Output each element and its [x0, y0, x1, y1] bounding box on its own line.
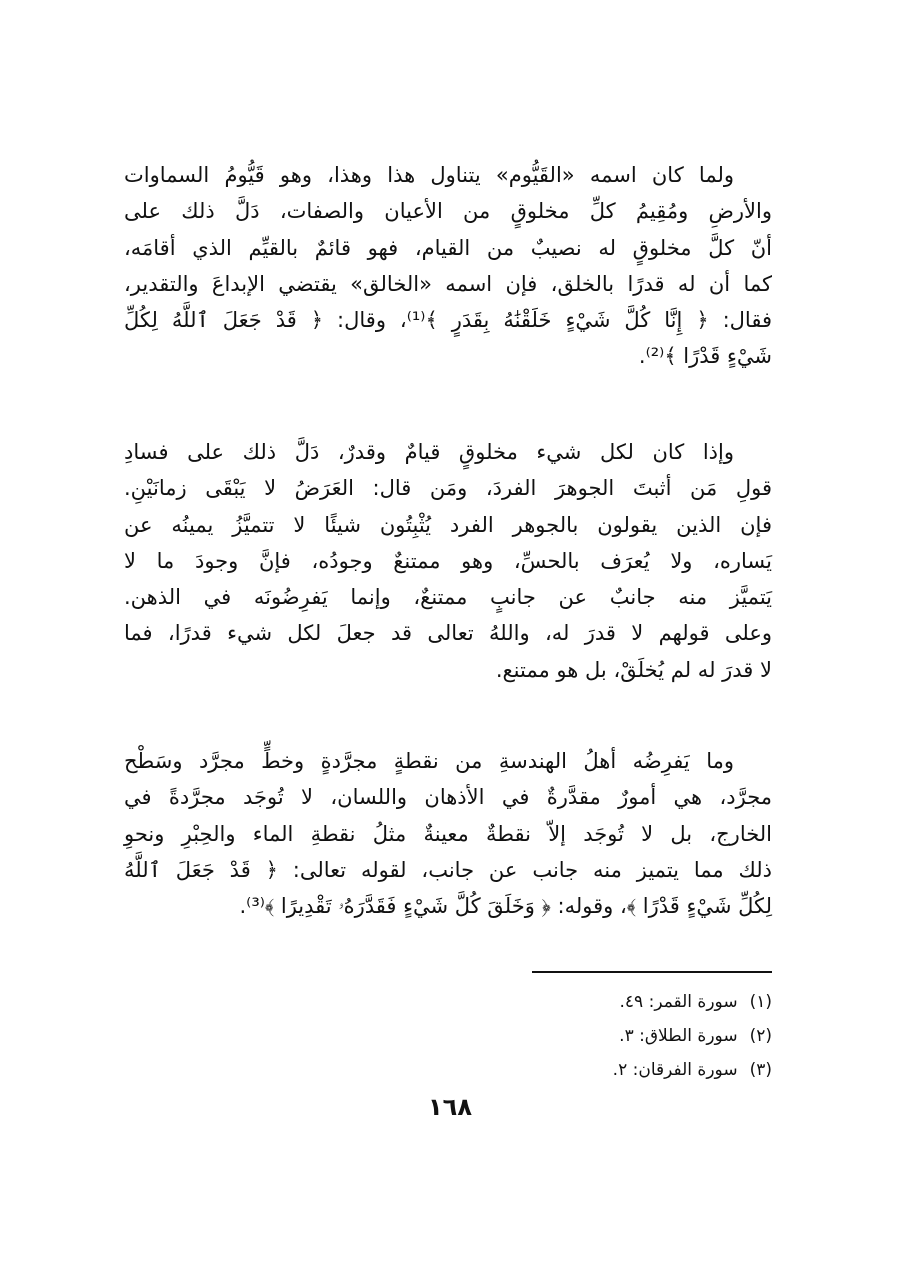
paragraph-1 [124, 157, 772, 375]
footnote-text: سورة القمر: ٤٩. [619, 992, 738, 1012]
text-line: وعلى قولهم لا قدرَ له، واللهُ تعالى قد جعلَ لكل شيء قدرًا، فما [124, 621, 772, 646]
footnote-number: (٢) [749, 1026, 772, 1046]
footnote-number: (١) [749, 992, 772, 1012]
text-line: وإذا كان لكل شيء مخلوقٍ قيامٌ وقدرٌ، دَلَّ ذلك على فسادِ [124, 440, 734, 464]
text-line: ولما كان اسمه «القَيُّوم» يتناول هذا وهذا، وهو قَيُّومُ السماوات [124, 163, 734, 187]
footnote-item [532, 1053, 772, 1087]
text-line: كما أن له قدرًا بالخلق، فإن اسمه «الخالق» يقتضي الإبداعَ والتقدير، [124, 271, 772, 296]
text-line: يَتميَّز منه جانبٌ عن جانبٍ ممتنعٌ، وإنما يَفرِضُونَه في الذهن. [124, 585, 772, 610]
text-line: لِكُلِّ شَيْءٍ قَدْرًا ﴾، وقوله: ﴿ وَخَلَقَ كُلَّ شَيْءٍ فَقَدَّرَهُۥ تَقْدِيرًا ﴾⁽³⁾. [239, 894, 772, 919]
text-line: الخارج، بل لا تُوجَد إلاّ نقطةٌ معينةٌ مثلُ نقطةِ الماء والحِبْرِ ونحوِ [124, 821, 772, 846]
text-line: فإن الذين يقولون بالجوهر الفرد يُثْبِتُون شيئًا لا تتميَّزُ يمينُه عن [124, 512, 772, 537]
paragraph-3 [124, 743, 772, 924]
text-line: أنّ كلَّ مخلوقٍ له نصيبٌ من القيام، فهو قائمٌ بالقيِّم الذي أقامَه، [124, 235, 772, 260]
footnote-item [532, 985, 772, 1019]
text-line: ذلك مما يتميز منه جانب عن جانب، لقوله تعالى: ﴿ قَدْ جَعَلَ ٱللَّهُ [124, 857, 772, 882]
paragraph-2 [124, 434, 772, 688]
text-line: مجرَّد، هي أمورٌ مقدَّرةٌ في الأذهان واللسان، لا تُوجَد مجرَّدةً في [124, 785, 772, 810]
text-line: فقال: ﴿ إِنَّا كُلَّ شَيْءٍ خَلَقْنَٰهُ بِقَدَرٍ ﴾⁽¹⁾، وقال: ﴿ قَدْ جَعَلَ ٱللَّهُ لِكُلِّ [124, 308, 772, 333]
text-line: يَساره، ولا يُعرَف بالحسِّ، وهو ممتنعٌ وجودُه، فإنَّ وجودَ ما لا [124, 548, 772, 573]
footnote-divider [532, 971, 772, 973]
text-line: لا قدرَ له لم يُخلَقْ، بل هو ممتنع. [495, 657, 772, 682]
text-line: قولِ مَن أثبتَ الجوهرَ الفردَ، ومَن قال: العَرَضُ لا يَبْقَى زمانَيْنِ. [124, 476, 772, 501]
footnote-text: سورة الطلاق: ٣. [619, 1026, 738, 1046]
text-line: شَيْءٍ قَدْرًا ﴾⁽²⁾. [638, 344, 772, 369]
footnotes [532, 985, 772, 1087]
text-line: والأرضِ ومُقِيمُ كلِّ مخلوقٍ من الأعيان والصفات، دَلَّ ذلك على [124, 199, 772, 224]
footnote-number: (٣) [749, 1060, 772, 1080]
footnote-item [532, 1019, 772, 1053]
footnote-text: سورة الفرقان: ٢. [612, 1060, 738, 1080]
text-line: وما يَفرِضُه أهلُ الهندسةِ من نقطةٍ مجرَّدةٍ وخطٍّ مجرَّد وسَطْح [124, 749, 734, 773]
page-number: ١٦٨ [428, 1093, 472, 1121]
